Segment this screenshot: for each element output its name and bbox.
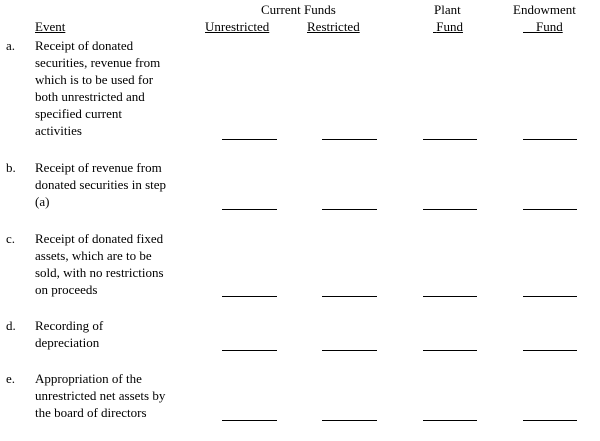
row-letter: c. bbox=[6, 231, 16, 246]
event-column-header: Event bbox=[35, 19, 66, 34]
endowment-fund-header-line1: Endowment bbox=[513, 2, 576, 17]
restricted-answer-blank[interactable] bbox=[322, 139, 377, 140]
unrestricted-answer-blank[interactable] bbox=[222, 139, 277, 140]
plant-fund-answer-blank[interactable] bbox=[423, 296, 477, 297]
unrestricted-answer-blank[interactable] bbox=[222, 420, 277, 421]
restricted-answer-blank[interactable] bbox=[322, 420, 377, 421]
endowment-fund-answer-blank[interactable] bbox=[523, 350, 577, 351]
restricted-answer-blank[interactable] bbox=[322, 296, 377, 297]
unrestricted-answer-blank[interactable] bbox=[222, 350, 277, 351]
unrestricted-answer-blank[interactable] bbox=[222, 209, 277, 210]
event-description: Appropriation of the unrestricted net assets by the board of directors bbox=[35, 371, 166, 420]
event-description: Recording of depreciation bbox=[35, 318, 104, 350]
endowment-fund-answer-blank[interactable] bbox=[523, 209, 577, 210]
row-letter: b. bbox=[6, 160, 16, 175]
row-letter: e. bbox=[6, 371, 16, 386]
current-funds-header: Current Funds bbox=[261, 2, 336, 17]
endowment-fund-header-line2: Fund bbox=[536, 19, 563, 34]
row-letter: d. bbox=[6, 318, 16, 333]
plant-fund-answer-blank[interactable] bbox=[423, 209, 477, 210]
event-description: Receipt of donated securities, revenue from which is to be used for both unrestricted and specified current activities bbox=[35, 38, 161, 138]
event-description: Receipt of revenue from donated securities in step (a) bbox=[35, 160, 167, 209]
plant-fund-answer-blank[interactable] bbox=[423, 350, 477, 351]
plant-fund-header-line2: Fund bbox=[436, 19, 463, 34]
restricted-answer-blank[interactable] bbox=[322, 209, 377, 210]
row-letter: a. bbox=[6, 38, 16, 53]
plant-fund-answer-blank[interactable] bbox=[423, 420, 477, 421]
restricted-answer-blank[interactable] bbox=[322, 350, 377, 351]
event-description: Receipt of donated fixed assets, which are to be sold, with no restrictions on proceeds bbox=[35, 231, 164, 297]
endowment-fund-answer-blank[interactable] bbox=[523, 420, 577, 421]
plant-fund-header-line1: Plant bbox=[434, 2, 461, 17]
endowment-fund-answer-blank[interactable] bbox=[523, 296, 577, 297]
endowment-fund-answer-blank[interactable] bbox=[523, 139, 577, 140]
plant-fund-answer-blank[interactable] bbox=[423, 139, 477, 140]
unrestricted-column-header: Unrestricted bbox=[205, 19, 270, 34]
unrestricted-answer-blank[interactable] bbox=[222, 296, 277, 297]
restricted-column-header: Restricted bbox=[307, 19, 360, 34]
